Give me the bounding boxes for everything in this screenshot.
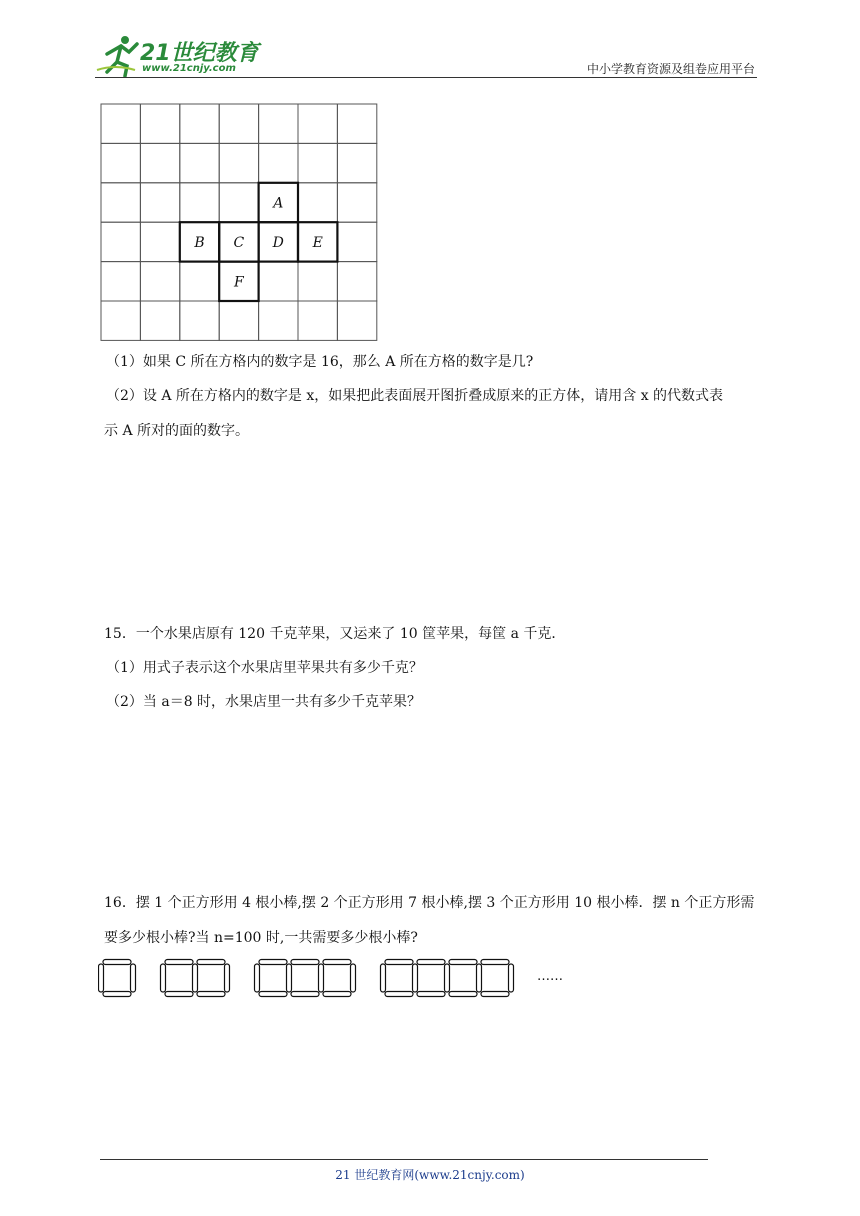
grid-cell bbox=[298, 262, 337, 301]
net-face-label: A bbox=[273, 195, 284, 212]
stick-vertical bbox=[225, 964, 230, 992]
footer-divider bbox=[100, 1159, 708, 1160]
grid-cell bbox=[180, 301, 219, 340]
stick-horizontal bbox=[197, 960, 225, 965]
stick-vertical bbox=[381, 964, 386, 992]
grid-cell bbox=[337, 183, 376, 222]
stick-horizontal bbox=[197, 992, 225, 997]
grid-cell bbox=[101, 262, 140, 301]
grid-cell bbox=[337, 104, 376, 143]
matchstick-squares-figure bbox=[98, 956, 578, 1000]
stick-horizontal bbox=[417, 992, 445, 997]
stick-vertical bbox=[413, 964, 418, 992]
sticks-ellipsis: …… bbox=[537, 969, 563, 984]
grid-cell bbox=[259, 143, 298, 182]
grid-cell bbox=[298, 301, 337, 340]
grid-cell bbox=[219, 143, 258, 182]
grid-cell bbox=[337, 222, 376, 261]
grid-cell bbox=[180, 104, 219, 143]
stick-vertical bbox=[445, 964, 450, 992]
grid-cell bbox=[298, 183, 337, 222]
stick-vertical bbox=[193, 964, 198, 992]
stick-vertical bbox=[477, 964, 482, 992]
net-face-label: D bbox=[272, 234, 284, 251]
header-platform-text: 中小学教育资源及组卷应用平台 bbox=[586, 62, 755, 76]
q14-sub2-line2: 示 A 所对的面的数字。 bbox=[104, 423, 250, 439]
grid-cell bbox=[140, 143, 179, 182]
stick-horizontal bbox=[385, 960, 413, 965]
stick-horizontal bbox=[165, 960, 193, 965]
stick-vertical bbox=[255, 964, 260, 992]
stick-vertical bbox=[161, 964, 166, 992]
grid-cell bbox=[259, 104, 298, 143]
stick-horizontal bbox=[291, 960, 319, 965]
q14-sub1: （1）如果 C 所在方格内的数字是 16，那么 A 所在方格的数字是几? bbox=[106, 354, 534, 370]
logo-brand-text: 21世纪教育 bbox=[140, 41, 259, 66]
q15-sub1: （1）用式子表示这个水果店里苹果共有多少千克？ bbox=[106, 660, 423, 676]
logo-url-text: www.21cnjy.com bbox=[142, 63, 236, 74]
grid-cell bbox=[337, 262, 376, 301]
grid-cell bbox=[101, 143, 140, 182]
stick-horizontal bbox=[291, 992, 319, 997]
grid-cell bbox=[219, 183, 258, 222]
stick-vertical bbox=[131, 964, 136, 992]
q16-line2: 要多少根小棒?当 n=100 时,一共需要多少根小棒? bbox=[104, 930, 418, 946]
grid-cell bbox=[140, 183, 179, 222]
grid-cell bbox=[140, 104, 179, 143]
net-face-label: E bbox=[312, 234, 323, 251]
stick-horizontal bbox=[323, 960, 351, 965]
grid-cell bbox=[101, 222, 140, 261]
stick-vertical bbox=[351, 964, 356, 992]
stick-vertical bbox=[287, 964, 292, 992]
grid-cell bbox=[337, 143, 376, 182]
grid-cell bbox=[101, 183, 140, 222]
stick-horizontal bbox=[323, 992, 351, 997]
grid-cell bbox=[259, 301, 298, 340]
stick-horizontal bbox=[165, 992, 193, 997]
stick-horizontal bbox=[417, 960, 445, 965]
grid-cell bbox=[337, 301, 376, 340]
stick-vertical bbox=[509, 964, 514, 992]
grid-cell bbox=[180, 183, 219, 222]
q15-stem: 15．一个水果店原有 120 千克苹果，又运来了 10 筐苹果，每筐 a 千克． bbox=[104, 626, 566, 642]
stick-vertical bbox=[99, 964, 104, 992]
grid-cell bbox=[298, 143, 337, 182]
stick-horizontal bbox=[481, 960, 509, 965]
stick-horizontal bbox=[259, 960, 287, 965]
grid-cell bbox=[101, 104, 140, 143]
q16-line1: 16．摆 1 个正方形用 4 根小棒,摆 2 个正方形用 7 根小棒,摆 3 个正方形用 10 根小棒．摆 n 个正方形需 bbox=[104, 895, 755, 911]
cube-net-figure bbox=[100, 103, 380, 345]
stick-vertical bbox=[319, 964, 324, 992]
grid-cell bbox=[101, 301, 140, 340]
grid-cell bbox=[180, 143, 219, 182]
grid-cell bbox=[259, 262, 298, 301]
grid-cell bbox=[219, 301, 258, 340]
stick-horizontal bbox=[449, 960, 477, 965]
stick-horizontal bbox=[449, 992, 477, 997]
stick-horizontal bbox=[385, 992, 413, 997]
q14-sub2-line1: （2）设 A 所在方格内的数字是 x，如果把此表面展开图折叠成原来的正方体，请用含 x 的代数式表 bbox=[106, 388, 724, 404]
net-face-label: C bbox=[233, 234, 245, 251]
net-face-label: F bbox=[234, 274, 244, 291]
grid-cell bbox=[298, 104, 337, 143]
footer-site-text: 21 世纪教育网(www.21cnjy.com) bbox=[335, 1168, 525, 1182]
stick-horizontal bbox=[103, 960, 131, 965]
grid-cell bbox=[219, 104, 258, 143]
stick-horizontal bbox=[103, 992, 131, 997]
header-divider bbox=[95, 77, 757, 78]
q15-sub2: （2）当 a＝8 时，水果店里一共有多少千克苹果？ bbox=[106, 694, 422, 710]
grid-cell bbox=[140, 301, 179, 340]
grid-cell bbox=[140, 262, 179, 301]
grid-cell bbox=[140, 222, 179, 261]
stick-horizontal bbox=[481, 992, 509, 997]
grid-cell bbox=[180, 262, 219, 301]
stick-horizontal bbox=[259, 992, 287, 997]
net-face-label: B bbox=[194, 234, 205, 251]
